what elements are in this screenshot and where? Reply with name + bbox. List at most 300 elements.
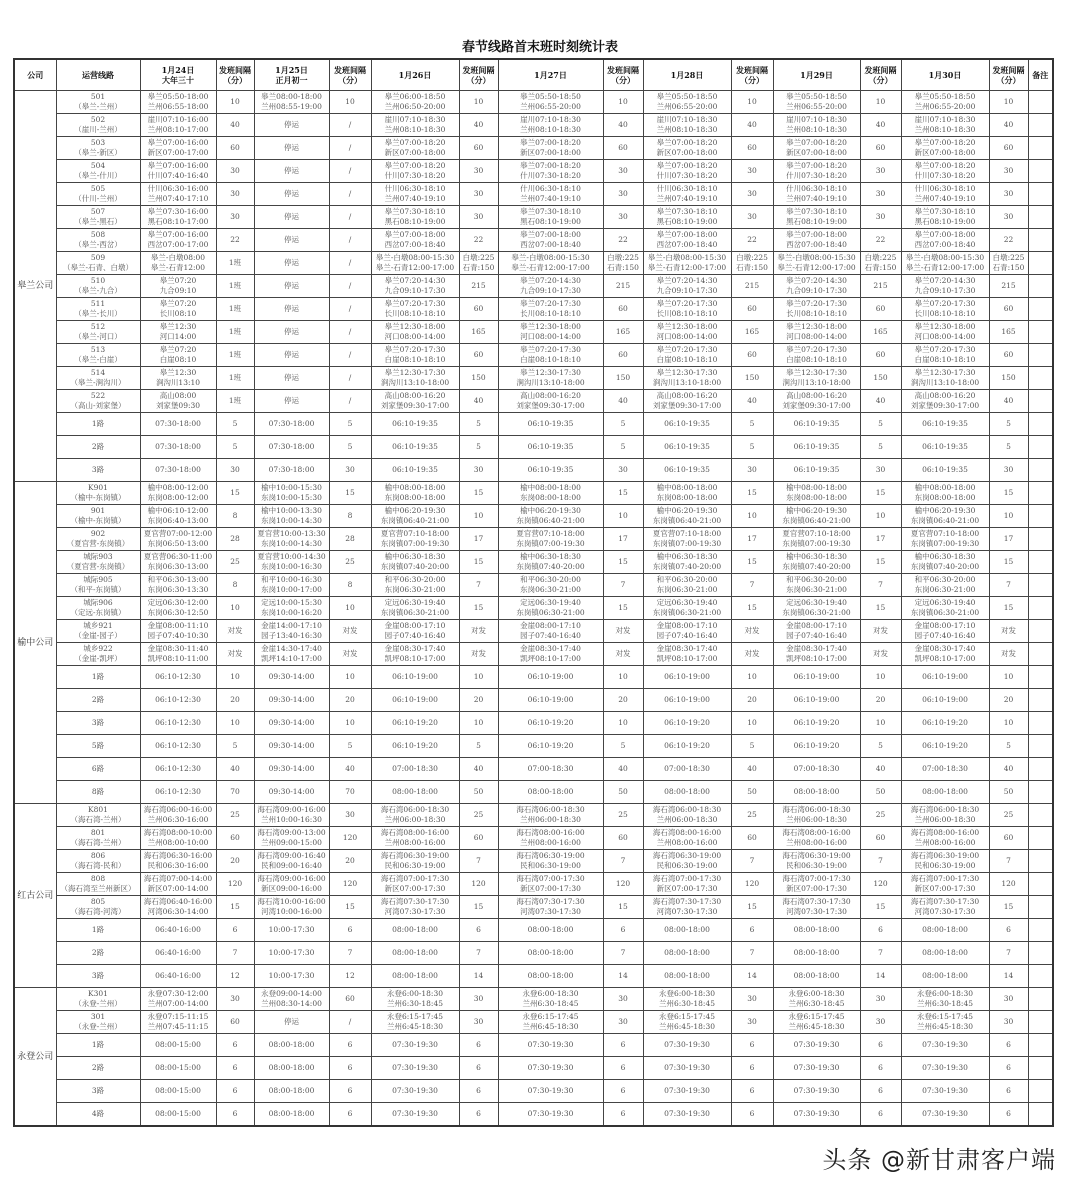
time-cell-jan28: 皋兰12:30-18:00 河口08:00-14:00 <box>643 321 731 344</box>
interval-cell-jan28: 5 <box>731 436 773 459</box>
time-cell-jan24: 海石湾07:00-14:00 新区07:00-14:00 <box>140 873 216 896</box>
interval-cell-jan27: 40 <box>603 390 643 413</box>
interval-cell-jan29: 15 <box>860 597 901 620</box>
interval-cell-jan27: 7 <box>603 942 643 965</box>
table-row <box>14 367 1053 390</box>
interval-cell-jan28: 10 <box>731 666 773 689</box>
interval-cell-jan25: 12 <box>329 965 371 988</box>
time-cell-jan29: 高山08:00-16:20 刘家堡09:30-17:00 <box>773 390 860 413</box>
time-cell-jan29: 海石湾08:00-16:00 兰州08:00-16:00 <box>773 827 860 850</box>
time-cell-jan29: 什川06:30-18:10 兰州07:40-19:10 <box>773 183 860 206</box>
interval-cell-jan24: 20 <box>216 689 254 712</box>
interval-cell-jan30: 30 <box>989 183 1028 206</box>
time-cell-jan27: 08:00-18:00 <box>498 919 603 942</box>
time-cell-jan25: 停运 <box>254 114 329 137</box>
interval-cell-jan29: 30 <box>860 1011 901 1034</box>
time-cell-jan26: 06:10-19:35 <box>371 459 459 482</box>
time-cell-jan27: 崖川07:10-18:30 兰州08:10-18:30 <box>498 114 603 137</box>
interval-cell-jan26: 17 <box>459 528 498 551</box>
time-cell-jan30: 皋兰12:30-18:00 河口08:00-14:00 <box>901 321 989 344</box>
time-cell-jan24: 皋兰07:00-16:00 什川07:40-16:40 <box>140 160 216 183</box>
interval-cell-jan27: 30 <box>603 183 643 206</box>
interval-cell-jan29: 25 <box>860 804 901 827</box>
remarks-cell <box>1028 942 1053 965</box>
interval-cell-jan25: / <box>329 114 371 137</box>
column-header: 1月24日 大年三十 <box>140 59 216 91</box>
table-row <box>14 896 1053 919</box>
column-header: 1月30日 <box>901 59 989 91</box>
route-cell: 805 （海石湾-河湾） <box>56 896 140 919</box>
interval-cell-jan30: 6 <box>989 1057 1028 1080</box>
interval-cell-jan24: 1班 <box>216 321 254 344</box>
interval-cell-jan28: 15 <box>731 551 773 574</box>
remarks-cell <box>1028 206 1053 229</box>
interval-cell-jan29: 15 <box>860 896 901 919</box>
company-cell: 永登公司 <box>14 988 56 1127</box>
time-cell-jan27: 07:30-19:30 <box>498 1103 603 1127</box>
time-cell-jan27: 皋兰07:00-18:20 新区07:00-18:00 <box>498 137 603 160</box>
time-cell-jan30: 07:30-19:30 <box>901 1034 989 1057</box>
time-cell-jan26: 和平06:30-20:00 东岗06:30-21:00 <box>371 574 459 597</box>
interval-cell-jan27: 150 <box>603 367 643 390</box>
column-header: 1月25日 正月初一 <box>254 59 329 91</box>
interval-cell-jan28: 30 <box>731 160 773 183</box>
table-row <box>14 183 1053 206</box>
interval-cell-jan28: 6 <box>731 1080 773 1103</box>
interval-cell-jan29: 5 <box>860 413 901 436</box>
time-cell-jan25: 停运 <box>254 137 329 160</box>
interval-cell-jan26: 5 <box>459 413 498 436</box>
interval-cell-jan24: 6 <box>216 1080 254 1103</box>
interval-cell-jan24: 6 <box>216 1034 254 1057</box>
remarks-cell <box>1028 551 1053 574</box>
route-cell: 512 （皋兰-河口） <box>56 321 140 344</box>
time-cell-jan27: 07:30-19:30 <box>498 1080 603 1103</box>
time-cell-jan24: 06:40-16:00 <box>140 942 216 965</box>
time-cell-jan26: 06:10-19:35 <box>371 436 459 459</box>
time-cell-jan27: 皋兰07:20-14:30 九合09:10-17:30 <box>498 275 603 298</box>
interval-cell-jan30: 165 <box>989 321 1028 344</box>
time-cell-jan28: 金崖08:00-17:10 园子07:40-16:40 <box>643 620 731 643</box>
remarks-cell <box>1028 137 1053 160</box>
route-cell: K801 （海石湾-兰州） <box>56 804 140 827</box>
page-title: 春节线路首末班时刻统计表 <box>461 40 618 55</box>
time-cell-jan27: 皋兰12:30-17:30 涧沟川13:10-18:00 <box>498 367 603 390</box>
watermark: 头条 @新甘肃客户端 <box>822 1146 1056 1174</box>
time-cell-jan28: 皋兰12:30-17:30 涧沟川13:10-18:00 <box>643 367 731 390</box>
interval-cell-jan24: 6 <box>216 1103 254 1127</box>
time-cell-jan24: 皋兰12:30 涧沟川13:10 <box>140 367 216 390</box>
time-cell-jan27: 金崖08:00-17:10 园子07:40-16:40 <box>498 620 603 643</box>
interval-cell-jan26: 10 <box>459 712 498 735</box>
interval-cell-jan27: 30 <box>603 1011 643 1034</box>
interval-cell-jan28: 25 <box>731 804 773 827</box>
interval-cell-jan25: 120 <box>329 827 371 850</box>
route-cell: 城际903 （夏官营-东岗镇） <box>56 551 140 574</box>
time-cell-jan24: 海石湾06:30-16:00 民和06:30-16:00 <box>140 850 216 873</box>
interval-cell-jan30: 60 <box>989 298 1028 321</box>
time-cell-jan28: 08:00-18:00 <box>643 919 731 942</box>
interval-cell-jan27: 22 <box>603 229 643 252</box>
interval-cell-jan27: 5 <box>603 413 643 436</box>
time-cell-jan26: 金崖08:00-17:10 园子07:40-16:40 <box>371 620 459 643</box>
time-cell-jan24: 皋兰07:20 九合09:10 <box>140 275 216 298</box>
interval-cell-jan25: / <box>329 160 371 183</box>
remarks-cell <box>1028 873 1053 896</box>
table-row <box>14 482 1053 505</box>
time-cell-jan26: 皋兰07:20-17:30 白崖08:10-18:10 <box>371 344 459 367</box>
time-cell-jan27: 海石湾08:00-16:00 兰州08:00-16:00 <box>498 827 603 850</box>
interval-cell-jan24: 40 <box>216 758 254 781</box>
route-cell: 301 （永登-兰州） <box>56 1011 140 1034</box>
remarks-cell <box>1028 1011 1053 1034</box>
interval-cell-jan25: 5 <box>329 735 371 758</box>
time-cell-jan30: 06:10-19:20 <box>901 712 989 735</box>
interval-cell-jan26: 5 <box>459 436 498 459</box>
interval-cell-jan25: / <box>329 390 371 413</box>
time-cell-jan28: 06:10-19:20 <box>643 735 731 758</box>
time-cell-jan28: 永登6:00-18:30 兰州6:30-18:45 <box>643 988 731 1011</box>
remarks-cell <box>1028 804 1053 827</box>
time-cell-jan27: 高山08:00-16:20 刘家堡09:30-17:00 <box>498 390 603 413</box>
interval-cell-jan29: 150 <box>860 367 901 390</box>
route-cell: 513 （皋兰-白崖） <box>56 344 140 367</box>
table-row <box>14 344 1053 367</box>
time-cell-jan28: 永登6:15-17:45 兰州6:45-18:30 <box>643 1011 731 1034</box>
interval-cell-jan30: 20 <box>989 689 1028 712</box>
time-cell-jan26: 定远06:30-19:40 东岗镇06:30-21:00 <box>371 597 459 620</box>
interval-cell-jan28: 150 <box>731 367 773 390</box>
remarks-cell <box>1028 965 1053 988</box>
remarks-cell <box>1028 919 1053 942</box>
interval-cell-jan24: 6 <box>216 1057 254 1080</box>
interval-cell-jan29: 15 <box>860 551 901 574</box>
interval-cell-jan28: 22 <box>731 229 773 252</box>
interval-cell-jan28: 7 <box>731 942 773 965</box>
time-cell-jan28: 08:00-18:00 <box>643 965 731 988</box>
time-cell-jan28: 海石湾06:00-18:30 兰州06:00-18:30 <box>643 804 731 827</box>
interval-cell-jan30: 15 <box>989 896 1028 919</box>
time-cell-jan29: 金崖08:30-17:40 凯坪08:10-17:00 <box>773 643 860 666</box>
time-cell-jan26: 皋兰07:20-14:30 九合09:10-17:30 <box>371 275 459 298</box>
interval-cell-jan28: 对发 <box>731 643 773 666</box>
interval-cell-jan27: 30 <box>603 160 643 183</box>
route-cell: 2路 <box>56 436 140 459</box>
time-cell-jan26: 06:10-19:00 <box>371 666 459 689</box>
interval-cell-jan24: 1班 <box>216 344 254 367</box>
interval-cell-jan30: 对发 <box>989 643 1028 666</box>
time-cell-jan24: 夏官营06:30-11:00 东岗06:30-13:00 <box>140 551 216 574</box>
time-cell-jan29: 皋兰07:30-18:10 黑石08:10-19:00 <box>773 206 860 229</box>
time-cell-jan27: 06:10-19:20 <box>498 712 603 735</box>
time-cell-jan25: 海石湾09:00-16:00 兰州10:00-16:30 <box>254 804 329 827</box>
interval-cell-jan25: 10 <box>329 91 371 114</box>
interval-cell-jan25: 8 <box>329 505 371 528</box>
interval-cell-jan25: / <box>329 367 371 390</box>
time-cell-jan27: 榆中08:00-18:00 东岗08:00-18:00 <box>498 482 603 505</box>
route-cell: 城乡921 （金崖-园子） <box>56 620 140 643</box>
interval-cell-jan27: 15 <box>603 551 643 574</box>
time-cell-jan26: 崖川07:10-18:30 兰州08:10-18:30 <box>371 114 459 137</box>
time-cell-jan25: 海石湾09:00-16:00 新区09:00-16:00 <box>254 873 329 896</box>
time-cell-jan29: 永登6:15-17:45 兰州6:45-18:30 <box>773 1011 860 1034</box>
time-cell-jan24: 高山08:00 刘家堡09:30 <box>140 390 216 413</box>
table-row <box>14 827 1053 850</box>
interval-cell-jan28: 60 <box>731 298 773 321</box>
route-cell: 城际905 （和平-东岗镇） <box>56 574 140 597</box>
time-cell-jan29: 海石湾07:30-17:30 河湾07:30-17:30 <box>773 896 860 919</box>
time-cell-jan29: 07:30-19:30 <box>773 1034 860 1057</box>
time-cell-jan25: 海石湾09:00-16:40 民和09:00-16:40 <box>254 850 329 873</box>
time-cell-jan24: 06:10-12:30 <box>140 712 216 735</box>
interval-cell-jan24: 对发 <box>216 643 254 666</box>
time-cell-jan26: 07:30-19:30 <box>371 1080 459 1103</box>
interval-cell-jan28: 6 <box>731 1057 773 1080</box>
interval-cell-jan30: 6 <box>989 1080 1028 1103</box>
interval-cell-jan29: 60 <box>860 827 901 850</box>
time-cell-jan28: 海石湾08:00-16:00 兰州08:00-16:00 <box>643 827 731 850</box>
time-cell-jan29: 07:30-19:30 <box>773 1057 860 1080</box>
interval-cell-jan30: 30 <box>989 160 1028 183</box>
interval-cell-jan26: 5 <box>459 735 498 758</box>
time-cell-jan27: 榆中06:20-19:30 东岗镇06:40-21:00 <box>498 505 603 528</box>
interval-cell-jan29: 15 <box>860 482 901 505</box>
time-cell-jan26: 06:10-19:35 <box>371 413 459 436</box>
route-cell: 902 （夏官营-东岗镇） <box>56 528 140 551</box>
time-cell-jan26: 金崖08:30-17:40 凯坪08:10-17:00 <box>371 643 459 666</box>
time-cell-jan24: 皋兰07:00-16:00 新区07:00-17:00 <box>140 137 216 160</box>
time-cell-jan30: 06:10-19:00 <box>901 689 989 712</box>
route-cell: 3路 <box>56 965 140 988</box>
interval-cell-jan29: 40 <box>860 114 901 137</box>
remarks-cell <box>1028 712 1053 735</box>
time-cell-jan27: 08:00-18:00 <box>498 781 603 804</box>
table-row <box>14 804 1053 827</box>
column-header: 发班间隔 （分） <box>329 59 371 91</box>
time-cell-jan26: 皋兰07:00-18:00 西岔07:00-18:40 <box>371 229 459 252</box>
time-cell-jan25: 夏官营10:00-14:30 东岗10:00-16:30 <box>254 551 329 574</box>
table-row <box>14 850 1053 873</box>
table-row <box>14 758 1053 781</box>
interval-cell-jan30: 150 <box>989 367 1028 390</box>
interval-cell-jan24: 1班 <box>216 367 254 390</box>
time-cell-jan25: 海石湾09:00-13:00 兰州09:00-15:00 <box>254 827 329 850</box>
time-cell-jan25: 停运 <box>254 160 329 183</box>
time-cell-jan25: 09:30-14:00 <box>254 781 329 804</box>
time-cell-jan28: 海石湾07:30-17:30 河湾07:30-17:30 <box>643 896 731 919</box>
remarks-cell <box>1028 781 1053 804</box>
interval-cell-jan28: 7 <box>731 574 773 597</box>
interval-cell-jan24: 40 <box>216 114 254 137</box>
interval-cell-jan25: / <box>329 344 371 367</box>
time-cell-jan25: 08:00-18:00 <box>254 1103 329 1127</box>
interval-cell-jan29: 30 <box>860 160 901 183</box>
route-cell: 511 （皋兰-长川） <box>56 298 140 321</box>
time-cell-jan24: 07:30-18:00 <box>140 459 216 482</box>
time-cell-jan29: 皋兰07:20-17:30 白崖08:10-18:10 <box>773 344 860 367</box>
time-cell-jan24: 永登07:30-12:00 兰州07:00-14:00 <box>140 988 216 1011</box>
interval-cell-jan28: 165 <box>731 321 773 344</box>
time-cell-jan25: 09:30-14:00 <box>254 758 329 781</box>
time-cell-jan25: 停运 <box>254 367 329 390</box>
time-cell-jan25: 停运 <box>254 275 329 298</box>
interval-cell-jan24: 对发 <box>216 620 254 643</box>
interval-cell-jan24: 1班 <box>216 390 254 413</box>
interval-cell-jan24: 70 <box>216 781 254 804</box>
interval-cell-jan29: 30 <box>860 183 901 206</box>
time-cell-jan30: 皋兰07:00-18:00 西岔07:00-18:40 <box>901 229 989 252</box>
header-row <box>14 59 1053 91</box>
interval-cell-jan30: 10 <box>989 666 1028 689</box>
time-cell-jan26: 皋兰12:30-18:00 河口08:00-14:00 <box>371 321 459 344</box>
interval-cell-jan28: 5 <box>731 735 773 758</box>
time-cell-jan26: 榆中06:20-19:30 东岗镇06:40-21:00 <box>371 505 459 528</box>
interval-cell-jan26: 15 <box>459 551 498 574</box>
time-cell-jan26: 06:10-19:20 <box>371 712 459 735</box>
interval-cell-jan25: / <box>329 298 371 321</box>
table-row <box>14 735 1053 758</box>
interval-cell-jan30: 17 <box>989 528 1028 551</box>
time-cell-jan26: 08:00-18:00 <box>371 942 459 965</box>
interval-cell-jan27: 40 <box>603 758 643 781</box>
time-cell-jan27: 皋兰07:00-18:20 什川07:30-18:20 <box>498 160 603 183</box>
time-cell-jan25: 10:00-17:30 <box>254 942 329 965</box>
interval-cell-jan27: 15 <box>603 597 643 620</box>
time-cell-jan28: 榆中06:20-19:30 东岗镇06:40-21:00 <box>643 505 731 528</box>
route-cell: 507 （皋兰-黑石） <box>56 206 140 229</box>
interval-cell-jan27: 10 <box>603 505 643 528</box>
time-cell-jan25: 停运 <box>254 321 329 344</box>
time-cell-jan30: 海石湾06:00-18:30 兰州06:00-18:30 <box>901 804 989 827</box>
time-cell-jan30: 皋兰07:20-14:30 九合09:10-17:30 <box>901 275 989 298</box>
time-cell-jan26: 07:30-19:30 <box>371 1057 459 1080</box>
interval-cell-jan28: 10 <box>731 91 773 114</box>
time-cell-jan25: 07:30-18:00 <box>254 459 329 482</box>
interval-cell-jan25: 6 <box>329 1057 371 1080</box>
column-header: 发班间隔 （分） <box>989 59 1028 91</box>
interval-cell-jan26: 120 <box>459 873 498 896</box>
interval-cell-jan28: 30 <box>731 459 773 482</box>
interval-cell-jan28: 60 <box>731 137 773 160</box>
time-cell-jan29: 皋兰07:20-14:30 九合09:10-17:30 <box>773 275 860 298</box>
interval-cell-jan29: 60 <box>860 344 901 367</box>
interval-cell-jan29: 6 <box>860 1057 901 1080</box>
time-cell-jan27: 皋兰05:50-18:50 兰州06:55-20:00 <box>498 91 603 114</box>
remarks-cell <box>1028 344 1053 367</box>
interval-cell-jan25: 6 <box>329 1034 371 1057</box>
interval-cell-jan30: 60 <box>989 137 1028 160</box>
table-row <box>14 965 1053 988</box>
column-header: 运营线路 <box>56 59 140 91</box>
remarks-cell <box>1028 850 1053 873</box>
time-cell-jan25: 榆中10:00-13:30 东岗10:00-14:30 <box>254 505 329 528</box>
time-cell-jan24: 海石湾08:00-10:00 兰州08:00-10:00 <box>140 827 216 850</box>
interval-cell-jan29: 17 <box>860 528 901 551</box>
table-row <box>14 942 1053 965</box>
time-cell-jan28: 榆中06:30-18:30 东岗镇07:40-20:00 <box>643 551 731 574</box>
time-cell-jan24: 08:00-15:00 <box>140 1103 216 1127</box>
table-row <box>14 114 1053 137</box>
time-cell-jan27: 榆中06:30-18:30 东岗镇07:40-20:00 <box>498 551 603 574</box>
time-cell-jan30: 07:00-18:30 <box>901 758 989 781</box>
table-row <box>14 620 1053 643</box>
table-row <box>14 666 1053 689</box>
table-row <box>14 413 1053 436</box>
interval-cell-jan27: 7 <box>603 574 643 597</box>
route-cell: 6路 <box>56 758 140 781</box>
time-cell-jan29: 榆中06:30-18:30 东岗镇07:40-20:00 <box>773 551 860 574</box>
time-cell-jan25: 08:00-18:00 <box>254 1034 329 1057</box>
interval-cell-jan28: 17 <box>731 528 773 551</box>
time-cell-jan24: 皋兰07:20 长川08:10 <box>140 298 216 321</box>
time-cell-jan29: 海石湾06:30-19:00 民和06:30-19:00 <box>773 850 860 873</box>
time-cell-jan30: 皋兰07:30-18:10 黑石08:10-19:00 <box>901 206 989 229</box>
interval-cell-jan30: 7 <box>989 574 1028 597</box>
time-cell-jan24: 金崖08:30-11:40 凯坪08:10-11:00 <box>140 643 216 666</box>
time-cell-jan26: 06:10-19:20 <box>371 735 459 758</box>
remarks-cell <box>1028 183 1053 206</box>
time-cell-jan28: 皋兰-白墩08:00-15:30 皋兰-石青12:00-17:00 <box>643 252 731 275</box>
interval-cell-jan25: 6 <box>329 1080 371 1103</box>
interval-cell-jan27: 5 <box>603 735 643 758</box>
interval-cell-jan28: 30 <box>731 988 773 1011</box>
interval-cell-jan25: 7 <box>329 942 371 965</box>
remarks-cell <box>1028 367 1053 390</box>
interval-cell-jan27: 10 <box>603 91 643 114</box>
interval-cell-jan25: 30 <box>329 804 371 827</box>
table-row <box>14 321 1053 344</box>
remarks-cell <box>1028 413 1053 436</box>
time-cell-jan28: 07:30-19:30 <box>643 1057 731 1080</box>
route-cell: 1路 <box>56 666 140 689</box>
remarks-cell <box>1028 160 1053 183</box>
time-cell-jan30: 和平06:30-20:00 东岗06:30-21:00 <box>901 574 989 597</box>
interval-cell-jan29: 40 <box>860 390 901 413</box>
interval-cell-jan29: 5 <box>860 735 901 758</box>
interval-cell-jan24: 15 <box>216 896 254 919</box>
time-cell-jan29: 榆中08:00-18:00 东岗08:00-18:00 <box>773 482 860 505</box>
time-cell-jan30: 08:00-18:00 <box>901 942 989 965</box>
time-cell-jan27: 海石湾06:30-19:00 民和06:30-19:00 <box>498 850 603 873</box>
interval-cell-jan25: 5 <box>329 413 371 436</box>
time-cell-jan27: 定远06:30-19:40 东岗镇06:30-21:00 <box>498 597 603 620</box>
interval-cell-jan24: 12 <box>216 965 254 988</box>
interval-cell-jan28: 40 <box>731 390 773 413</box>
interval-cell-jan29: 对发 <box>860 643 901 666</box>
table-row <box>14 689 1053 712</box>
remarks-cell <box>1028 275 1053 298</box>
table-row <box>14 1080 1053 1103</box>
route-cell: 503 （皋兰-新区） <box>56 137 140 160</box>
time-cell-jan26: 夏官营07:10-18:00 东岗镇07:00-19:30 <box>371 528 459 551</box>
time-cell-jan25: 07:30-18:00 <box>254 413 329 436</box>
time-cell-jan24: 07:30-18:00 <box>140 436 216 459</box>
time-cell-jan27: 06:10-19:00 <box>498 666 603 689</box>
interval-cell-jan30: 5 <box>989 436 1028 459</box>
remarks-cell <box>1028 390 1053 413</box>
time-cell-jan27: 皋兰12:30-18:00 河口08:00-14:00 <box>498 321 603 344</box>
column-header: 1月29日 <box>773 59 860 91</box>
time-cell-jan24: 海石湾06:40-16:00 河湾06:30-14:00 <box>140 896 216 919</box>
interval-cell-jan29: 60 <box>860 298 901 321</box>
time-cell-jan27: 海石湾07:30-17:30 河湾07:30-17:30 <box>498 896 603 919</box>
interval-cell-jan25: 120 <box>329 873 371 896</box>
interval-cell-jan30: 30 <box>989 459 1028 482</box>
interval-cell-jan27: 25 <box>603 804 643 827</box>
time-cell-jan24: 海石湾06:00-16:00 兰州06:30-16:00 <box>140 804 216 827</box>
remarks-cell <box>1028 597 1053 620</box>
time-cell-jan26: 08:00-18:00 <box>371 919 459 942</box>
